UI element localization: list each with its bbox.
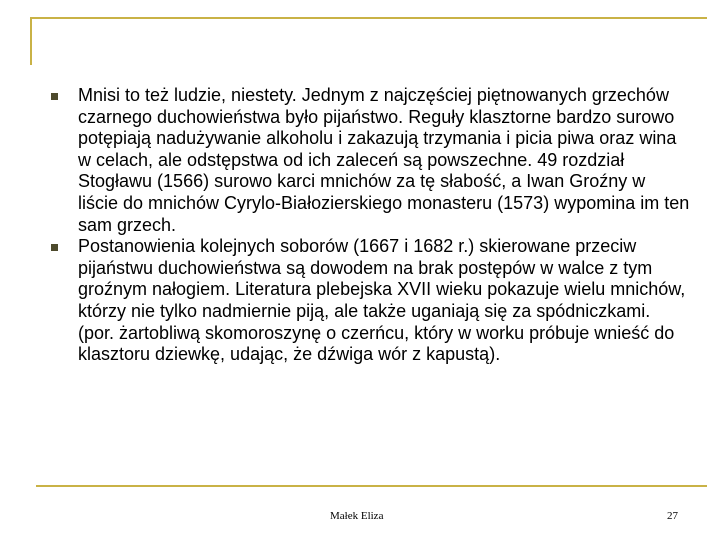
square-bullet-icon (51, 244, 58, 251)
bullet-text: Mnisi to też ludzie, niestety. Jednym z najczęściej piętnowanych grzechów czarnego duchowieństwa było pijaństwo. Reguły klasztorne bardzo surowo potępiają nadużywanie alkoholu i zakazują trzymania i picia piwa oraz wina w celach, ale odstępstwa od ich zaleceń są powszechne. 49 rozdział Stogławu (1566) surowo karci mnichów za tę słabość, a Iwan Groźny w liście do mnichów Cyrylo-Białozierskiego monasteru (1573) wypomina im ten sam grzech. (78, 85, 690, 235)
frame-bottom-line (36, 485, 707, 487)
bullet-list (50, 85, 690, 366)
bullet-text: Postanowienia kolejnych soborów (1667 i 1682 r.) skierowane przeciw pijaństwu duchowieństwa są dowodem na brak postępów w walce z tym groźnym nałogiem. Literatura plebejska XVII wieku pokazuje wielu mnichów, którzy nie tylko nadmiernie piją, ale także uganiają się za spódniczkami. (por. żartobliwą skomoroszynę o czerńcu, który w worku próbuje wnieść do klasztoru dziewkę, udając, że dźwiga wór z kapustą). (78, 236, 686, 365)
footer-author: Małek Eliza (330, 510, 384, 522)
square-bullet-icon (51, 93, 58, 100)
list-item (50, 236, 690, 366)
list-item (50, 85, 690, 236)
frame-left-line (30, 17, 32, 65)
page-number: 27 (667, 510, 678, 522)
frame-top-line (30, 17, 707, 19)
